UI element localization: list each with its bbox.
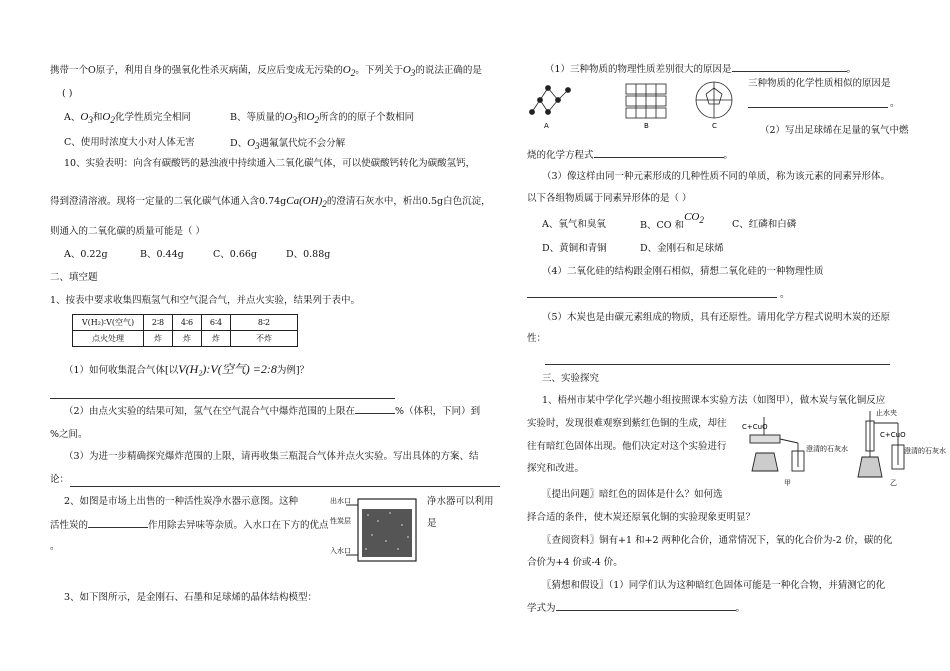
fill-3-intro: 3、如下图所示，是金刚石、石墨和足球烯的晶体结构模型： bbox=[64, 592, 318, 603]
crystal-c-label: C bbox=[712, 122, 717, 130]
water-purifier-figure bbox=[330, 491, 420, 571]
table-cell: 炸 bbox=[202, 331, 231, 347]
table-header-cell: 8∶2 bbox=[231, 315, 298, 331]
table-cell: 炸 bbox=[144, 331, 173, 347]
table-row bbox=[73, 331, 298, 347]
r-q5-a: （5）木炭也是由碳元素组成的物质，具有还原性。请用化学方程式说明木炭的还原 bbox=[542, 312, 891, 323]
caoh2-formula: $Ca(OH)_2$ bbox=[286, 195, 327, 210]
answer-line bbox=[527, 297, 777, 298]
answer-line bbox=[545, 364, 890, 365]
e4-line1: 〖猜想和假设〗（1）同学们认为这种暗红色固体可能是一种化合物，并猜测它的化 bbox=[542, 580, 886, 591]
r-q1-b-end: 。 bbox=[890, 98, 900, 109]
r-q3-b: 以下各组物质属于同素异形体的是（ ） bbox=[527, 193, 692, 204]
q9-option-d: D、$O_3$遇氟氯代烷不会分解 bbox=[230, 137, 346, 152]
q10-option-a: A、0.22g bbox=[64, 249, 108, 260]
q9-paren: ( ) bbox=[62, 88, 73, 99]
fill-2-line1: 2、如图是市场上出售的一种活性炭净水器示意图。这种 bbox=[64, 496, 299, 507]
q10-option-b: B、0.44g bbox=[140, 249, 184, 260]
crystal-b-label: B bbox=[644, 122, 649, 130]
fill-1-q3: （3）为进一步精确探究爆炸范围的上限，请再收集三瓶混合气体并点火实验。写出具体的方案、结 bbox=[64, 451, 479, 462]
fullerene-model bbox=[696, 82, 732, 118]
e1-line4: 探究和改进。 bbox=[527, 463, 585, 474]
r-q3-option-c: C、红磷和白磷 bbox=[732, 219, 797, 230]
table-cell: 炸 bbox=[173, 331, 202, 347]
answer-line bbox=[748, 107, 888, 108]
mixture-table bbox=[72, 314, 298, 347]
r-q4-b: 。 bbox=[780, 289, 790, 300]
q10-line3: 则通入的二氧化碳的质量可能是（ ） bbox=[50, 226, 206, 237]
apparatus-yi bbox=[858, 411, 904, 477]
q9-option-b: B、等质量的$O_3$和$O_2$所含的的原子个数相同 bbox=[230, 111, 415, 126]
fill-1-q1: （1）如何收集混合气体[以V(H₂):V(空气) =2:8为例]？ bbox=[64, 362, 310, 376]
fig-jia-label: 甲 bbox=[784, 479, 791, 487]
fill-1-intro: 1、按表中要求收集四瓶氢气和空气混合气，并点火实验，结果列于表中。 bbox=[50, 295, 361, 306]
e3-line2: 合价为+4 价或-4 价。 bbox=[527, 557, 623, 568]
apparatus-figure bbox=[740, 405, 946, 487]
table-header-cell: 6∶4 bbox=[202, 315, 231, 331]
e1-line2: 实验时，发现很难观察到紫红色铜的生成，却往 bbox=[527, 418, 727, 429]
fill-1-q2: （2）由点火实验的结果可知，氢气在空气混合气中爆炸范围的上限在 %（体积，下同）到 bbox=[64, 406, 481, 417]
r-q1-b: 三种物质的化学性质相似的原因是 bbox=[748, 78, 891, 89]
graphite-model bbox=[626, 84, 666, 118]
fill-1-q3-b: 论： bbox=[50, 474, 70, 485]
r-q2-b: 烧的化学方程式 。 bbox=[527, 150, 734, 161]
fig-carbon-label: 性炭层 bbox=[330, 517, 351, 525]
fig-yi-label: 乙 bbox=[890, 479, 897, 487]
table-header-cell: V(H₂)∶V(空气) bbox=[73, 315, 144, 331]
o2-formula: $O_2$ bbox=[342, 64, 356, 79]
fill-1-q2-end: %之间。 bbox=[50, 429, 88, 440]
r-q3-a: （3）像这样由同一种元素形成的几种性质不同的单质，称为该元素的同素异形体。 bbox=[542, 171, 891, 182]
fill-2-line2-b: 是 bbox=[427, 518, 437, 529]
q9-option-a: A、$O_3$和$O_2$化学性质完全相同 bbox=[64, 111, 191, 126]
q9-option-c: C、使用时浓度大小对人体无害 bbox=[64, 137, 195, 148]
q9-line1: 携带一个O原子，利用自身的强氧化性杀灭病菌，反应后变成无污染的$O_2$。下列关于$O_3$的说法正确的是 bbox=[50, 64, 482, 79]
table-cell: 点火处理 bbox=[73, 331, 144, 347]
crystal-a-label: A bbox=[544, 122, 549, 130]
r-q3-option-a: A、氧气和臭氧 bbox=[542, 219, 606, 230]
fig-yi-reagent: C+CuO bbox=[880, 431, 906, 439]
fig-inlet-label: 入水口 bbox=[330, 547, 351, 555]
table-header-cell: 2∶8 bbox=[144, 315, 173, 331]
fill-2-line2: 活性炭的 作用除去异味等杂质。入水口在下方的优点 bbox=[50, 520, 329, 531]
o3-formula: $O_3$ bbox=[402, 64, 416, 79]
table-header-cell: 4∶6 bbox=[173, 315, 202, 331]
answer-line bbox=[50, 398, 395, 399]
fig-jia-reagent: C+CuO bbox=[742, 423, 768, 431]
answer-line bbox=[70, 486, 500, 487]
crystal-models-figure bbox=[526, 78, 746, 130]
r-q4-a: （4）二氧化硅的结构跟金刚石相似，猜想二氧化硅的一种物理性质 bbox=[542, 266, 824, 277]
e1-line1: 1、梧州市某中学化学兴趣小组按照课本实验方法（如图甲），做木炭与氧化铜反应 bbox=[542, 395, 886, 406]
fill-2-line3: 。 bbox=[50, 541, 60, 552]
diamond-model bbox=[530, 86, 571, 115]
fig-jia-limewater: 澄清的石灰水 bbox=[806, 445, 848, 453]
section-3-title: 三、实验探究 bbox=[542, 373, 600, 384]
e2-line1: 〖提出问题〗暗红色的固体是什么？如何选 bbox=[542, 489, 723, 500]
table-cell: 不炸 bbox=[231, 331, 298, 347]
r-q1: （1）三种物质的物理性质差别很大的原因是 。 bbox=[545, 64, 857, 75]
q10-line1: 10、实验表明：向含有碳酸钙的悬浊液中持续通入二氧化碳气体，可以使碳酸钙转化为碳酸氢钙， bbox=[64, 158, 476, 169]
fig-outlet-label: 出水口 bbox=[330, 497, 351, 505]
r-q3-option-b: B、CO 和$CO_2$ bbox=[640, 211, 704, 231]
e4-line2: 学式为 。 bbox=[527, 603, 746, 614]
table-row bbox=[73, 315, 298, 331]
q10-option-d: D、0.88g bbox=[286, 249, 331, 260]
r-q5-b: 性： bbox=[527, 333, 547, 344]
fig-yi-clamp: 止水夹 bbox=[876, 409, 897, 417]
e3-line1: 〖查阅资料〗铜有+1 和+2 两种化合价，通常情况下，氧的化合价为-2 价，碳的化 bbox=[542, 535, 893, 546]
fig-yi-limewater: 澄清的石灰水 bbox=[904, 447, 946, 455]
fill-2-line1-b: 净水器可以利用 bbox=[427, 496, 494, 507]
r-q3-option-e: D、金刚石和足球烯 bbox=[640, 243, 724, 254]
q10-option-c: C、0.66g bbox=[213, 249, 258, 260]
section-2-title: 二、填空题 bbox=[50, 272, 98, 283]
r-q3-option-d: D、黄铜和青铜 bbox=[542, 243, 607, 254]
r-q2-a: （2）写出足球烯在足量的氧气中燃 bbox=[760, 125, 909, 136]
e2-line2: 择合适的条件，使木炭还原氧化铜的实验现象更明显？ bbox=[527, 512, 756, 523]
e1-line3: 往有暗红色固体出现。他们决定对这个实验进行 bbox=[527, 441, 727, 452]
q10-line2: 得到澄清溶液。现将一定量的二氧化碳气体通入含$0.74gCa(OH)_2$的澄清石灰水中，析出0.5g白色沉淀， bbox=[50, 195, 491, 210]
